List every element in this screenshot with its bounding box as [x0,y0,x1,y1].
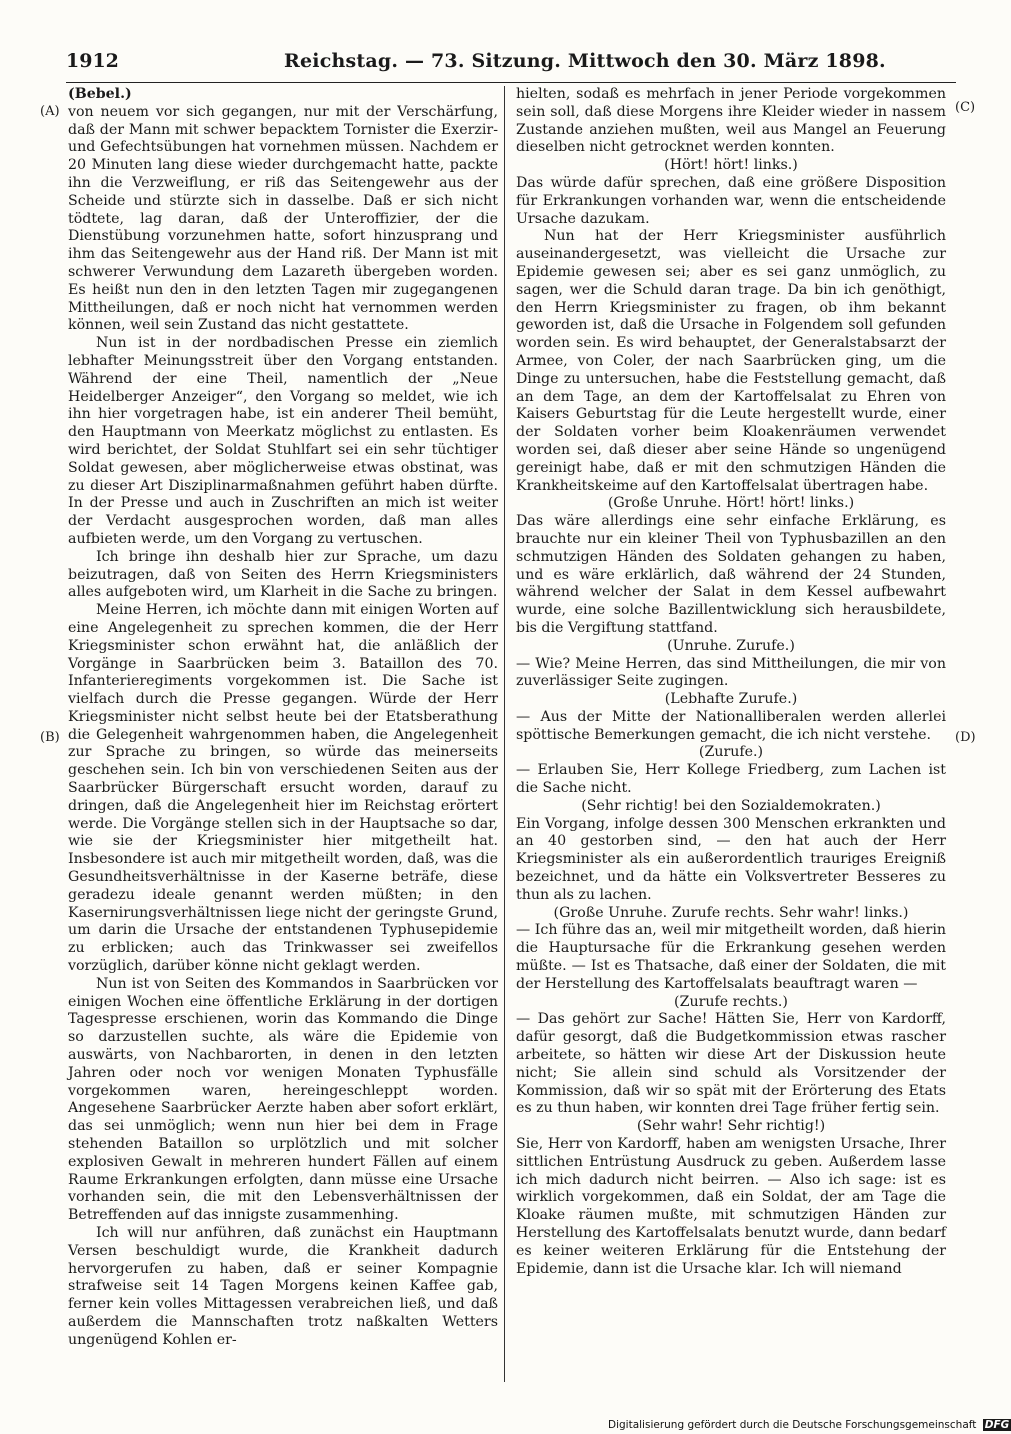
interjection: (Sehr richtig! bei den Sozialdemokraten.) [581,797,881,814]
speaker-name: (Bebel.) [68,86,132,102]
paragraph: hielten, sodaß es mehrfach in jener Periode vorgekommen sein soll, daß diese Morgens ihre Kleider wieder in nassem Zustande anziehen mußten, weil aus Mangel an Feuerung dieselben nicht getrocknet werden konnten. [516,86,946,156]
interjection: (Große Unruhe. Zurufe rechts. Sehr wahr! links.) [553,904,909,921]
right-column [516,86,946,1278]
dfg-logo: DFG [984,1419,1010,1431]
interjection: (Unruhe. Zurufe.) [667,637,795,654]
margin-mark-b: (B) [40,730,60,745]
credit-text: Digitalisierung gefördert durch die Deutsche Forschungsgemeinschaft [608,1419,977,1431]
interjection: (Sehr wahr! Sehr richtig!) [636,1118,826,1135]
paragraph: — Ich führe das an, weil mir mitgetheilt worden, daß hierin die Hauptursache für die Erkrankung gesehen werden müßte. — Ist es Thatsache, daß einer der Soldaten, die mit der Herstellung des Kartoffelsalats beauftragt waren — [516,922,946,992]
paragraph: Nun ist in der nordbadischen Presse ein ziemlich lebhafter Meinungsstreit über den Vorgang entstanden. Während der eine Theil, namentlich der „Neue Heidelberger Anzeiger“, den Vorgang so meldet, wie ich ihn hier vorgetragen habe, ist ein anderer Theil bemüht, den Hauptmann von Meerkatz möglichst zu entlasten. Es wird berichtet, der Soldat Stuhlfart sei ein sehr tüchtiger Soldat gewesen, aber möglicherweise etwas obstinat, was zu dieser Art Disziplinarmaßnahmen geführt haben dürfte. In der Presse und auch in Zuschriften an mich ist weiter der Verdacht ausgesprochen worden, daß man alles aufbieten werde, um den Vorgang zu vertuschen. [68,335,498,547]
paragraph: — Aus der Mitte der Nationalliberalen werden allerlei spöttische Bemerkungen gemacht, die ich nicht verstehe. [516,708,946,743]
column-rule [504,86,505,1382]
paragraph: Ich will nur anführen, daß zunächst ein Hauptmann Versen beschuldigt wurde, die Krankheit dadurch hervorgerufen zu haben, daß er seiner Kompagnie strafweise seit 14 Tagen Morgens keinen Kaffee gab, ferner kein volles Mittagessen verabreichen ließ, und daß außerdem die Mannschaften trotz naßkalten Wetters ungenügend Kohlen er- [68,1225,498,1348]
paragraph: — Das gehört zur Sache! Hätten Sie, Herr von Kardorff, dafür gesorgt, daß die Budgetkommission etwas rascher arbeitete, so hätten wir diese Art der Diskussion heute nicht; Sie allein sind schuld als Vorsitzender der Kommission, daß wir so spät mit der Erörterung des Etats es zu thun haben, wir konnten drei Tage früher fertig sein. [516,1011,946,1117]
paragraph: Das würde dafür sprechen, daß eine größere Disposition für Erkrankungen vorhanden war, wenn die entscheidende Ursache dazukam. [516,174,946,227]
page-header [66,46,956,78]
digitization-credit [608,1419,1010,1434]
paragraph: Ich bringe ihn deshalb hier zur Sprache, um dazu beizutragen, daß von Seiten des Herrn Kriegsministers alles aufgeboten wird, um Klarheit in die Sache zu bringen. [68,548,498,601]
margin-mark-a: (A) [40,104,60,119]
paragraph: Nun ist von Seiten des Kommandos in Saarbrücken vor einigen Wochen eine öffentliche Erklärung in der dortigen Tagespresse erschienen, worin das Kommando die Dinge so darzustellen suchte, als wäre die Epidemie von auswärts, von Nachbarorten, in denen in den letzten Jahren oder noch vor wenigen Monaten Typhusfälle vorgekommen waren, hereingeschleppt worden. Angesehene Saarbrücker Aerzte haben aber sofort erklärt, das sei unmöglich; wenn nun hier bei dem in Frage stehenden Bataillon so urplötzlich und mit solcher explosiven Gewalt in mehreren hundert Fällen auf einem Raume Erkrankungen erfolgten, dann müsse eine Ursache vorhanden sein, die mit den Lebensverhältnissen der Betreffenden auf das innigste zusammenhing. [68,975,498,1224]
margin-mark-c: (C) [955,100,976,115]
interjection: (Zurufe rechts.) [674,993,788,1010]
paragraph: — Wie? Meine Herren, das sind Mittheilungen, die mir von zuverlässiger Seite zugingen. [516,655,946,690]
interjection: (Große Unruhe. Hört! hört! links.) [607,495,855,512]
page-number: 1912 [66,50,119,72]
paragraph: — Erlauben Sie, Herr Kollege Friedberg, zum Lachen ist die Sache nicht. [516,762,946,797]
paragraph: Sie, Herr von Kardorff, haben am wenigsten Ursache, Ihrer sittlichen Entrüstung Ausdruck zu geben. Außerdem lasse ich mich dadurch nicht beirren. — Also ich sage: ist es wirklich vorgekommen, daß ein Soldat, der am Tage die Kloake räumen mußte, mit schmutzigen Händen zur Herstellung des Kartoffelsalats benutzt wurde, dann bedarf es keiner weiteren Erklärung für die Entstehung der Epidemie, dann ist die Ursache klar. Ich will niemand [516,1136,946,1277]
interjection: (Lebhafte Zurufe.) [664,691,798,708]
paragraph: von neuem vor sich gegangen, nur mit der Verschärfung, daß der Mann mit schwer bepacktem Tornister die Exerzir- und Gefechtsübungen hat vornehmen müssen. Nachdem er 20 Minuten lang diese wieder durchgemacht hatte, packte ihn die Verzweiflung, er riß das Seitengewehr aus der Scheide und stürzte sich in dasselbe. Daß er sich nicht tödtete, lag daran, daß der Unteroffizier, der die Dienstübung vorzunehmen hatte, sofort hinzusprang und ihm das Seitengewehr aus der Hand riß. Der Mann ist mit schwerer Verwundung dem Lazareth übergeben worden. Es heißt nun den in den letzten Tagen mir zugegangenen Mittheilungen, daß er noch nicht hat vernommen werden können, weil sein Zustand das nicht gestattete. [68,103,498,334]
interjection: (Zurufe.) [698,744,764,761]
left-column [68,86,498,1350]
paragraph: Meine Herren, ich möchte dann mit einigen Worten auf eine Angelegenheit zu sprechen kommen, die der Herr Kriegsminister schon erwähnt hat, die anläßlich der Vorgänge in Saarbrücken beim 3. Bataillon des 70. Infanterieregiments vorgekommen ist. Die Sache ist vielfach durch die Presse gegangen. Würde der Herr Kriegsminister nicht selbst heute bei der Etatsberathung die Gelegenheit wahrgenommen haben, die Angelegenheit zur Sprache zu bringen, so würde das meinerseits geschehen sein. Ich bin von verschiedenen Seiten aus der Saarbrücker Bürgerschaft ersucht worden, darauf zu dringen, daß die Angelegenheit hier im Reichstag erörtert werde. Die Vorgänge stellen sich in der Hauptsache so dar, wie sie der Kriegsminister hier mitgetheilt hat. Insbesondere ist auch mir mitgetheilt worden, daß, was die Gesundheitsverhältnisse in der Kaserne beträfe, diese geradezu ideale genannt werden müßten; in den Kasernirungsverhältnissen liege nicht der geringste Grund, um darin die Ursache der entstandenen Typhusepidemie zu erblicken; auch das Trinkwasser sei zweifellos vorzüglich, darüber könne nicht geklagt werden. [68,602,499,975]
header-rule [66,82,956,83]
interjection: (Hört! hört! links.) [664,157,798,174]
paragraph: Ein Vorgang, infolge dessen 300 Menschen erkrankten und an 40 gestorben sind, — den hat auch der Herr Kriegsminister als ein außerordentlich trauriges Ereigniß bezeichnet, und da hätte ein Volksvertreter Besseres zu thun als zu lachen. [516,815,946,903]
margin-mark-d: (D) [955,730,976,745]
paragraph: Nun hat der Herr Kriegsminister ausführlich auseinandergesetzt, was vielleicht die Ursache zur Epidemie gewesen sei; aber es sei ganz unmöglich, zu sagen, wer die Schuld daran trage. Da bin ich genöthigt, den Herrn Kriegsminister zu fragen, ob ihm bekannt geworden ist, daß die Ursache in Folgendem soll gefunden worden sein. Es wird behauptet, der Generalstabsarzt der Armee, von Coler, der nach Saarbrücken ging, um die Dinge zu untersuchen, habe die Feststellung gemacht, daß an dem Tage, an dem der Kartoffelsalat zu Ehren von Kaisers Geburtstag für die Leute hergestellt wurde, einer der Soldaten vorher beim Kloakenräumen verwendet worden sei, daß dieser aber seine Hände so ungenügend gereinigt habe, daß er mit den schmutzigen Händen die Krankheitskeime auf den Kartoffelsalat übertragen habe. [516,228,946,494]
paragraph: Das wäre allerdings eine sehr einfache Erklärung, es brauchte nur ein kleiner Theil von Typhusbazillen an den schmutzigen Händen des Soldaten gehangen zu haben, und es wäre erklärlich, daß während der 24 Stunden, während welcher der Salat in dem Kessel aufbewahrt wurde, eine solche Bazillentwicklung sich herausbildete, bis die Vergiftung stattfand. [516,513,946,636]
running-title: Reichstag. — 73. Sitzung. Mittwoch den 30. März 1898. [284,50,886,72]
